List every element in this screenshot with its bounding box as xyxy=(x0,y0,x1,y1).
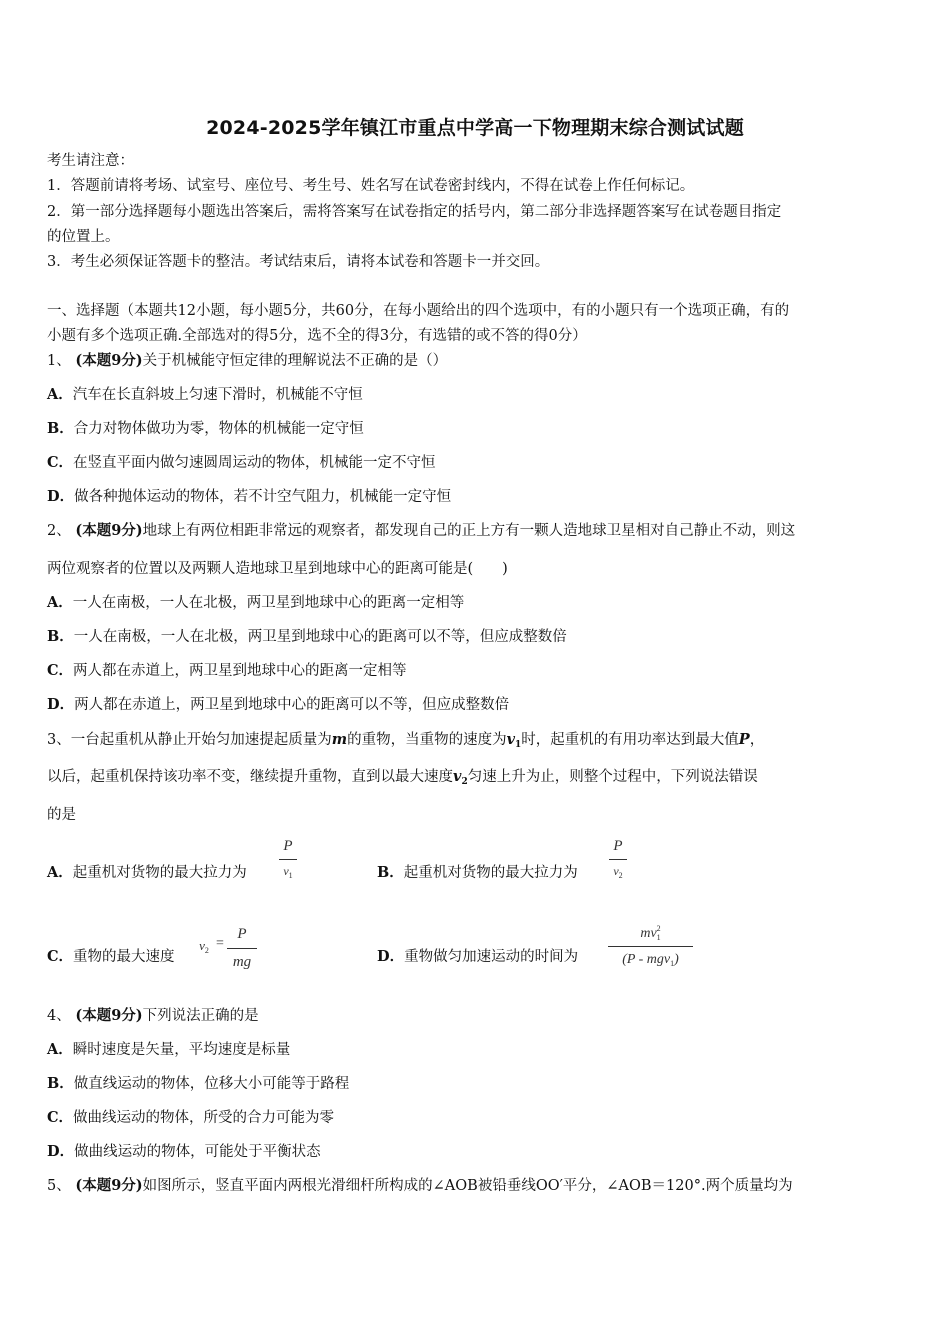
var-p: P xyxy=(738,731,750,748)
option-text: 一人在南极，一人在北极，两卫星到地球中心的距离可以不等，但应成整数倍 xyxy=(73,629,567,645)
option-text: 做各种抛体运动的物体，若不计空气阻力，机械能一定守恒 xyxy=(74,489,452,505)
question-points: (本题9分) xyxy=(75,1007,143,1024)
question-number: 4、 xyxy=(47,1008,71,1024)
subscript: 1 xyxy=(656,933,661,942)
question-text: 如图所示，竖直平面内两根光滑细杆所构成的∠AOB被铅垂线OO′平分，∠AOB＝120°.两个质量均为 xyxy=(142,1178,793,1194)
question-text: 关于机械能守恒定律的理解说法不正确的是（） xyxy=(142,353,448,369)
option-label: D． xyxy=(47,1143,75,1160)
question-text: 以后，起重机保持该功率不变，继续提升重物，直到以最大速度 xyxy=(47,769,453,785)
option-c xyxy=(47,662,407,680)
fraction-numerator: P xyxy=(237,926,247,942)
option-label: C． xyxy=(47,662,74,679)
option-label: C． xyxy=(47,454,74,471)
option-text: 在竖直平面内做匀速圆周运动的物体，机械能一定不守恒 xyxy=(73,455,436,471)
section-heading: 一、选择题（本题共12小题，每小题5分，共60分，在每小题给出的四个选项中，有的小题只有一个选项正确，有的 xyxy=(47,303,790,319)
subscript: 2 xyxy=(461,777,468,787)
subscript: 2 xyxy=(618,871,623,880)
fraction-denominator-end: ) xyxy=(674,952,679,967)
velocity-v2 xyxy=(193,938,215,958)
var-v: v xyxy=(506,731,516,748)
option-text: 一人在南极，一人在北极，两卫星到地球中心的距离一定相等 xyxy=(72,595,465,611)
option-text: 两人都在赤道上，两卫星到地球中心的距离一定相等 xyxy=(73,663,407,679)
option-c xyxy=(47,454,436,472)
question-text: 一台起重机从静止开始匀加速提起质量为 xyxy=(70,732,332,748)
question-number: 3、 xyxy=(47,732,71,748)
option-d xyxy=(47,488,451,506)
option-label: D． xyxy=(377,948,405,965)
question-5-stem xyxy=(47,1177,793,1195)
subscript: 1 xyxy=(670,959,675,968)
option-b xyxy=(377,864,578,882)
fraction-denominator: (P - mgv xyxy=(622,952,671,967)
fraction-numerator: P xyxy=(283,838,293,854)
option-a xyxy=(47,1041,290,1059)
option-b xyxy=(47,1075,349,1093)
option-a xyxy=(47,864,247,882)
question-1-stem xyxy=(47,352,447,370)
option-text: 汽车在长直斜坡上匀速下滑时，机械能不守恒 xyxy=(72,387,363,403)
subscript: 2 xyxy=(204,946,209,955)
option-label: B． xyxy=(47,1075,74,1092)
fraction-numerator: P xyxy=(613,838,623,854)
question-points: (本题9分) xyxy=(75,1177,143,1194)
fraction-p-over-v1 xyxy=(279,838,297,886)
page-title: 2024-2025学年镇江市重点中学高一下物理期末综合测试试题 xyxy=(206,117,744,139)
option-b xyxy=(47,420,364,438)
option-label: C． xyxy=(47,1109,74,1126)
question-points: (本题9分) xyxy=(75,522,143,539)
var-v: v xyxy=(199,938,205,953)
option-label: C． xyxy=(47,948,74,965)
fraction-bar xyxy=(227,948,257,949)
notice-item: 3．考生必须保证答题卡的整洁。考试结束后，请将本试卷和答题卡一并交回。 xyxy=(47,254,550,270)
option-text: 合力对物体做功为零，物体的机械能一定守恒 xyxy=(73,421,364,437)
question-number: 5、 xyxy=(47,1178,71,1194)
equals-text: = xyxy=(216,936,224,951)
var-m: m xyxy=(331,731,348,748)
question-2-stem-cont: 两位观察者的位置以及两颗人造地球卫星到地球中心的距离可能是( ) xyxy=(47,561,508,577)
option-text: 做曲线运动的物体，所受的合力可能为零 xyxy=(73,1110,335,1126)
var-v: v xyxy=(453,768,462,785)
notice-item: 2．第一部分选择题每小题选出答案后，需将答案写在试卷指定的括号内，第二部分非选择题答案写在试卷题目指定 xyxy=(47,204,782,220)
option-text: 两人都在赤道上，两卫星到地球中心的距离可以不等，但应成整数倍 xyxy=(74,697,510,713)
fraction-accel-time xyxy=(608,920,693,976)
question-text: ， xyxy=(749,732,765,748)
superscript: 2 xyxy=(656,924,661,933)
option-c xyxy=(47,1109,334,1127)
fraction-bar xyxy=(608,946,693,947)
question-text: 的重物，当重物的速度为 xyxy=(347,732,507,748)
question-points: (本题9分) xyxy=(75,352,143,369)
option-label: A． xyxy=(47,594,73,611)
question-text: 时，起重机的有用功率达到最大值 xyxy=(521,732,739,748)
option-label: A． xyxy=(47,864,73,881)
option-label: D． xyxy=(47,696,75,713)
option-label: D． xyxy=(47,488,75,505)
option-d xyxy=(377,948,578,966)
fraction-numerator: mv xyxy=(640,926,657,941)
option-label: B． xyxy=(47,420,74,437)
option-d xyxy=(47,696,509,714)
question-3-stem-end: 的是 xyxy=(47,807,76,823)
option-label: A． xyxy=(47,1041,73,1058)
option-text: 做曲线运动的物体，可能处于平衡状态 xyxy=(74,1144,321,1160)
option-text: 重物的最大速度 xyxy=(73,949,175,965)
fraction-denominator: v xyxy=(283,864,289,878)
fraction-bar xyxy=(609,859,627,860)
subscript: 1 xyxy=(515,740,522,750)
equals-sign xyxy=(214,936,226,956)
notice-item: 1．答题前请将考场、试室号、座位号、考生号、姓名写在试卷密封线内，不得在试卷上作任何标记。 xyxy=(47,178,695,194)
notice-heading: 考生请注意： xyxy=(47,153,134,169)
option-text: 重物做匀加速运动的时间为 xyxy=(404,949,579,965)
question-number: 1、 xyxy=(47,353,71,369)
fraction-denominator: v xyxy=(613,864,619,878)
option-text: 做直线运动的物体，位移大小可能等于路程 xyxy=(73,1076,350,1092)
question-number: 2、 xyxy=(47,523,71,539)
fraction-p-over-v2 xyxy=(609,838,627,886)
subscript: 1 xyxy=(288,871,293,880)
option-label: A． xyxy=(47,386,73,403)
fraction-denominator: mg xyxy=(232,954,252,970)
option-a xyxy=(47,386,363,404)
fraction-p-over-mg xyxy=(227,926,257,976)
option-text: 起重机对货物的最大拉力为 xyxy=(72,865,247,881)
option-label: B． xyxy=(47,628,74,645)
option-a xyxy=(47,594,464,612)
option-text: 起重机对货物的最大拉力为 xyxy=(403,865,578,881)
question-text: 匀速上升为止，则整个过程中，下列说法错误 xyxy=(467,769,758,785)
fraction-bar xyxy=(279,859,297,860)
question-3-stem-cont xyxy=(47,768,758,791)
question-2-stem xyxy=(47,522,795,540)
question-3-stem xyxy=(47,731,764,754)
option-d xyxy=(47,1143,321,1161)
section-heading-cont: 小题有多个选项正确.全部选对的得5分，选不全的得3分，有选错的或不答的得0分） xyxy=(47,328,587,344)
question-text: 地球上有两位相距非常远的观察者，都发现自己的正上方有一颗人造地球卫星相对自己静止不动，则这 xyxy=(142,523,796,539)
option-c xyxy=(47,948,175,966)
question-4-stem xyxy=(47,1007,259,1025)
question-text: 下列说法正确的是 xyxy=(142,1008,259,1024)
option-label: B． xyxy=(377,864,404,881)
option-b xyxy=(47,628,567,646)
option-text: 瞬时速度是矢量，平均速度是标量 xyxy=(72,1042,291,1058)
notice-item: 的位置上。 xyxy=(47,229,120,245)
